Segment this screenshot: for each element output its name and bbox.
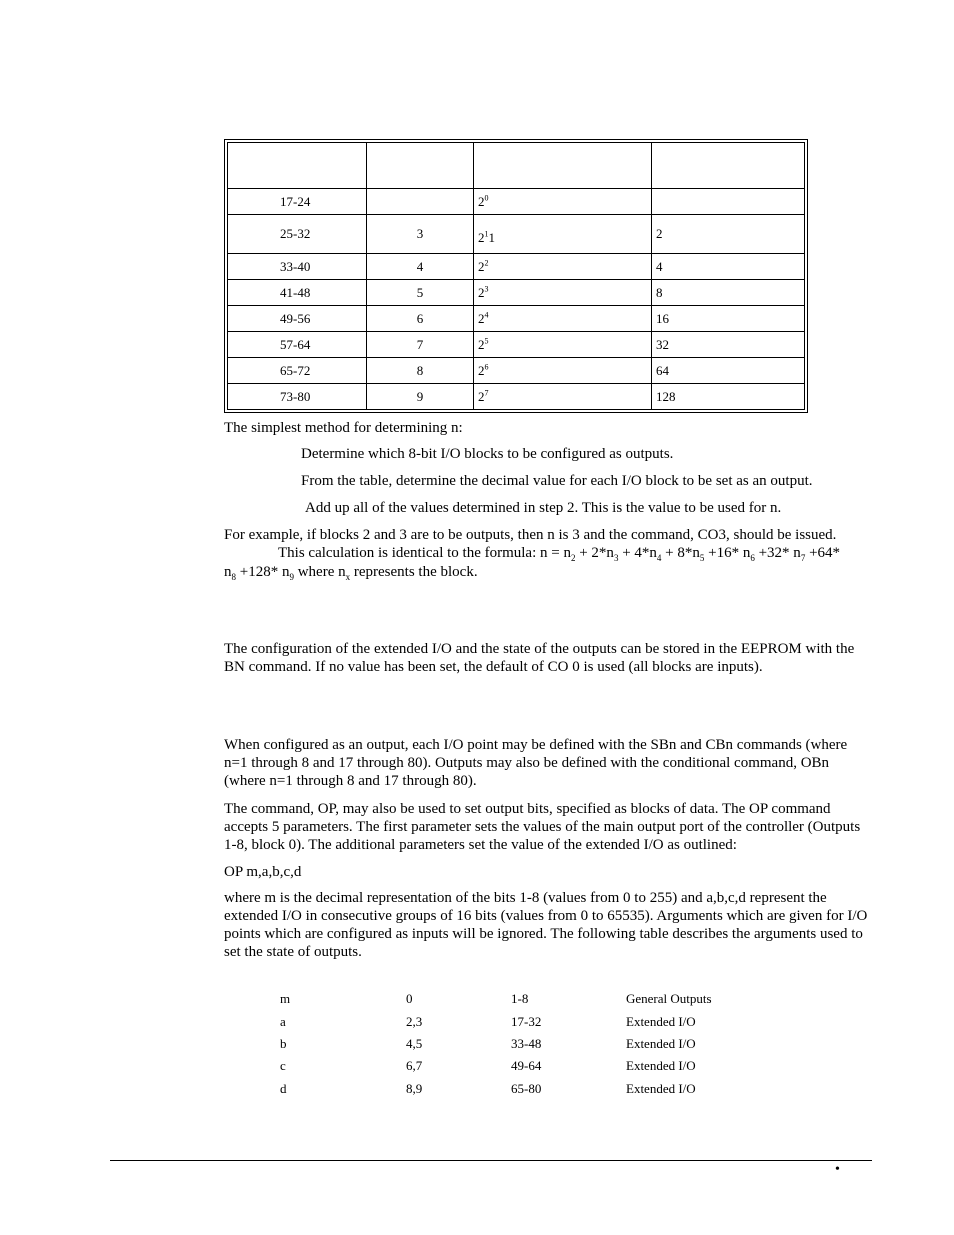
arg-cell: 65-80 — [511, 1081, 542, 1096]
arg-cell: 4,5 — [406, 1036, 423, 1051]
arg-table-row — [0, 1014, 954, 1032]
power-exponent: 0 — [484, 193, 489, 203]
table-row — [228, 332, 805, 358]
block-range-cell: 25-32 — [228, 215, 367, 254]
power-base: 2 — [478, 388, 485, 404]
table-row — [228, 384, 805, 410]
decimal-value-cell: 16 — [652, 306, 805, 332]
table-row — [228, 358, 805, 384]
footer-bullet: • — [835, 1162, 840, 1177]
subscript: 7 — [800, 553, 806, 563]
arg-table-row — [0, 1081, 954, 1099]
arg-cell: 33-48 — [511, 1036, 542, 1051]
arg-cell: 6,7 — [406, 1058, 423, 1073]
power-cell — [474, 254, 652, 280]
power-exponent: 3 — [484, 284, 489, 294]
block-n-cell: 7 — [367, 332, 474, 358]
formula-line: This calculation is identical to the formula: $n = n_2 + 2*n_3 + 4*n_4 + 8*n_5 +16*$ $n_6 +32*$ $n_7 +64*$ — [278, 545, 841, 563]
power-base: 2 — [478, 258, 485, 274]
method-step-3: Add up all of the values determined in step 2. This is the value to be used for n. — [305, 500, 782, 516]
arg-table-row — [0, 1036, 954, 1054]
decimal-value-cell — [652, 189, 805, 215]
subscript: 6 — [750, 553, 755, 563]
power-cell — [474, 215, 652, 254]
subscript: 3 — [613, 553, 619, 563]
power-exponent: 1 — [484, 229, 489, 239]
block-range-cell: 33-40 — [228, 254, 367, 280]
block-n-cell: 9 — [367, 384, 474, 410]
decimal-value-cell: 2 — [652, 215, 805, 254]
arg-cell: a — [280, 1014, 286, 1029]
power-base: 2 — [478, 230, 485, 245]
arg-cell: Extended I/O — [626, 1036, 696, 1051]
formula-text: + 8*n — [661, 545, 700, 561]
decimal-value-cell: 128 — [652, 384, 805, 410]
arg-cell: c — [280, 1058, 286, 1073]
power-base: 2 — [478, 362, 485, 378]
block-n-cell: 3 — [367, 215, 474, 254]
method-intro: The simplest method for determining n: — [224, 420, 463, 436]
power-cell — [474, 280, 652, 306]
arg-table-row — [0, 1058, 954, 1076]
formula-text: + 2*n — [575, 545, 614, 561]
block-range-cell: 17-24 — [228, 189, 367, 215]
arg-cell: 49-64 — [511, 1058, 542, 1073]
table-row — [228, 215, 805, 254]
block-table — [224, 139, 808, 413]
formula-text: where n — [293, 564, 346, 580]
block-range-cell: 41-48 — [228, 280, 367, 306]
block-n-cell: 4 — [367, 254, 474, 280]
decimal-value-cell: 32 — [652, 332, 805, 358]
table-header-row — [228, 143, 805, 189]
power-exponent: 6 — [484, 362, 489, 372]
block-n-cell: 8 — [367, 358, 474, 384]
formula-text: +128* n — [236, 564, 290, 580]
arg-cell: 17-32 — [511, 1014, 542, 1029]
power-cell — [474, 189, 652, 215]
block-n-cell: 6 — [367, 306, 474, 332]
table-row — [228, 189, 805, 215]
method-step-2: From the table, determine the decimal value for each I/O block to be set as an output. — [301, 473, 813, 489]
arg-cell: Extended I/O — [626, 1058, 696, 1073]
arg-cell: 8,9 — [406, 1081, 423, 1096]
formula-text: +32* n — [754, 545, 801, 561]
arg-cell: 2,3 — [406, 1014, 423, 1029]
output-definition-paragraph: When configured as an output, each I/O point may be defined with the SBn and CBn commands (where n=1 through 8 and 17 through 80). Outputs may also be defined with the conditional command, OBn (where n=1 through 8 and 17 through 80). — [224, 737, 848, 789]
decimal-value-cell: 8 — [652, 280, 805, 306]
arg-cell: General Outputs — [626, 991, 712, 1006]
arg-cell: Extended I/O — [626, 1014, 696, 1029]
block-range-cell: 65-72 — [228, 358, 367, 384]
block-n-cell — [367, 189, 474, 215]
formula-text: n — [224, 564, 232, 580]
power-exponent: 5 — [484, 336, 489, 346]
power-base: 2 — [478, 284, 485, 300]
subscript: x — [345, 572, 351, 582]
formula-text: + 4*n — [618, 545, 657, 561]
power-exponent: 4 — [484, 310, 489, 320]
arg-cell: d — [280, 1081, 287, 1096]
power-base: 2 — [478, 193, 485, 209]
power-exponent: 7 — [484, 388, 489, 398]
arg-table-row — [0, 991, 954, 1009]
example-text: For example, if blocks 2 and 3 are to be outputs, then n is 3 and the command, CO3, should be issued. — [224, 527, 837, 543]
subscript: 2 — [570, 553, 576, 563]
power-base: 2 — [478, 336, 485, 352]
arg-cell: Extended I/O — [626, 1081, 696, 1096]
formula-text: represents the block. — [350, 564, 478, 580]
block-range-cell: 49-56 — [228, 306, 367, 332]
formula-text: +64* — [805, 545, 841, 561]
power-suffix: 1 — [488, 230, 495, 245]
method-step-1: Determine which 8-bit I/O blocks to be configured as outputs. — [301, 446, 674, 462]
arg-cell: m — [280, 991, 291, 1006]
table-row — [228, 306, 805, 332]
block-range-cell: 73-80 — [228, 384, 367, 410]
arg-cell: 1-8 — [511, 991, 529, 1006]
subscript: 9 — [289, 572, 294, 582]
decimal-value-cell: 4 — [652, 254, 805, 280]
subscript: 8 — [231, 572, 236, 582]
table-row — [228, 254, 805, 280]
power-exponent: 2 — [484, 258, 489, 268]
arg-cell: 0 — [406, 991, 413, 1006]
power-cell — [474, 358, 652, 384]
footer-rule — [110, 1160, 872, 1161]
subscript: 5 — [699, 553, 705, 563]
block-n-cell: 5 — [367, 280, 474, 306]
power-cell — [474, 332, 652, 358]
formula-text: +16* n — [704, 545, 751, 561]
table-row — [228, 280, 805, 306]
eeprom-paragraph: The configuration of the extended I/O and the state of the outputs can be stored in the EEPROM with the BN command. If no value has been set, the default of CO 0 is used (all blocks are inputs). — [224, 641, 855, 675]
op-command-paragraph: The command, OP, may also be used to set output bits, specified as blocks of data. The OP command accepts 5 parameters. The first parameter sets the values of the main output port of the controller (Outputs 1-8, block 0). The additional parameters set the value of the extended I/O as outlined: — [224, 801, 861, 853]
power-base: 2 — [478, 310, 485, 326]
where-paragraph: where m is the decimal representation of the bits 1-8 (values from 0 to 255) and a,b,c,d represent the extended I/O in consecutive groups of 16 bits (values from 0 to 65535). Arguments which are given for I/O points which are configured as inputs will be ignored. The following table describes the arguments used to set the state of outputs. — [224, 890, 868, 960]
power-cell — [474, 306, 652, 332]
arg-cell: b — [280, 1036, 287, 1051]
power-cell — [474, 384, 652, 410]
subscript: 4 — [656, 553, 662, 563]
block-range-cell: 57-64 — [228, 332, 367, 358]
decimal-value-cell: 64 — [652, 358, 805, 384]
formula-line-2 — [224, 563, 872, 581]
op-syntax: OP m,a,b,c,d — [224, 864, 302, 880]
